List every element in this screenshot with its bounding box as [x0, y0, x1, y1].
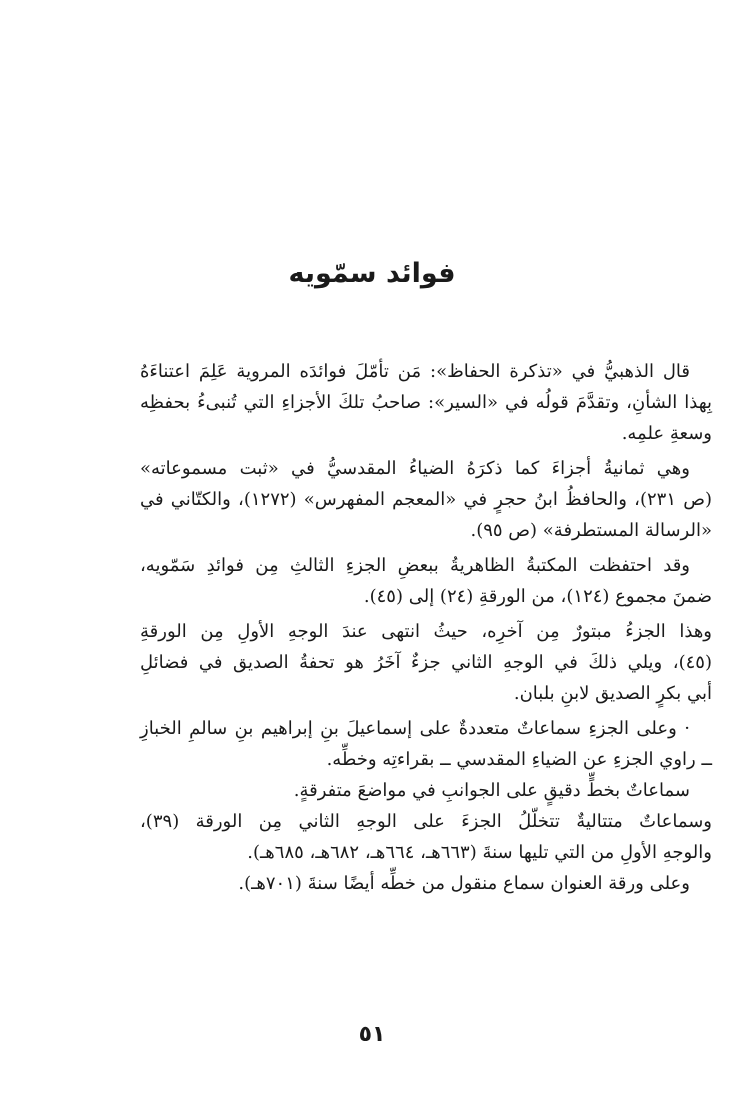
text-line: وعلى ورقة العنوان سماع منقول من خطِّه أيضًا سنةَ (٧٠١هـ).	[238, 873, 690, 894]
text-line: والوجهِ الأولِ من التي تليها سنةَ (٦٦٣هـ، ٦٦٤هـ، ٦٨٢هـ، ٦٨٥هـ).	[247, 842, 712, 863]
text-line: قال الذهبيُّ في «تذكرة الحفاظ»: مَن تأمّلَ فوائدَه المروية عَلِمَ اعتناءَهُ	[140, 361, 690, 382]
text-line: وقد احتفظت المكتبةُ الظاهريةُ ببعضِ الجزءِ الثالثِ مِن فوائدِ سَمّويه،	[140, 555, 690, 576]
paragraph	[140, 713, 712, 744]
body-text	[140, 356, 712, 899]
text-line: ــ راوي الجزءِ عن الضياءِ المقدسي ــ بقراءتِه وخطِّه.	[326, 749, 712, 770]
text-line: وسماعاتٌ متتاليةٌ تتخلّلُ الجزءَ على الوجهِ الثاني مِن الورقة (٣٩)،	[140, 811, 712, 832]
text-line: (ص ٢٣١)، والحافظُ ابنُ حجرٍ في «المعجم المفهرس» (١٢٧٢)، والكتّاني في	[140, 489, 712, 510]
text-line: بِهذا الشأنِ، وتقدَّمَ قولُه في «السير»: صاحبُ تلكَ الأجزاءِ التي تُنبىءُ بحفظِه	[140, 392, 712, 413]
text-line: سماعاتٌ بخطٍّ دقيقٍ على الجوانبِ في مواضعَ متفرقةٍ.	[293, 780, 690, 801]
paragraph	[140, 868, 712, 899]
text-line: أبي بكرٍ الصديق لابنِ بلبان.	[513, 683, 712, 704]
text-line: وسعةِ علمِه.	[621, 423, 712, 444]
paragraph	[140, 356, 712, 387]
page-number: ٥١	[358, 1022, 386, 1047]
text-line: · وعلى الجزءِ سماعاتٌ متعددةٌ على إسماعيلَ بنِ إبراهيم بنِ سالمِ الخبازِ	[140, 718, 690, 739]
page-title: فوائد سمّويه	[288, 258, 456, 289]
text-line: وهذا الجزءُ مبتورٌ مِن آخرِه، حيثُ انتهى عندَ الوجهِ الأولِ مِن الورقةِ	[140, 621, 712, 642]
text-line: «الرسالة المستطرفة» (ص ٩٥).	[470, 520, 712, 541]
paragraph	[140, 550, 712, 581]
text-line: ضمنَ مجموع (١٢٤)، من الورقةِ (٢٤) إلى (٤٥).	[363, 586, 712, 607]
text-line: وهي ثمانيةُ أجزاءَ كما ذكرَهُ الضياءُ المقدسيُّ في «ثبت مسموعاته»	[140, 458, 690, 479]
paragraph	[140, 775, 712, 806]
paragraph	[140, 453, 712, 484]
text-line: (٤٥)، ويلي ذلكَ في الوجهِ الثاني جزءٌ آخَرُ هو تحفةُ الصديق في فضائلِ	[140, 652, 712, 673]
